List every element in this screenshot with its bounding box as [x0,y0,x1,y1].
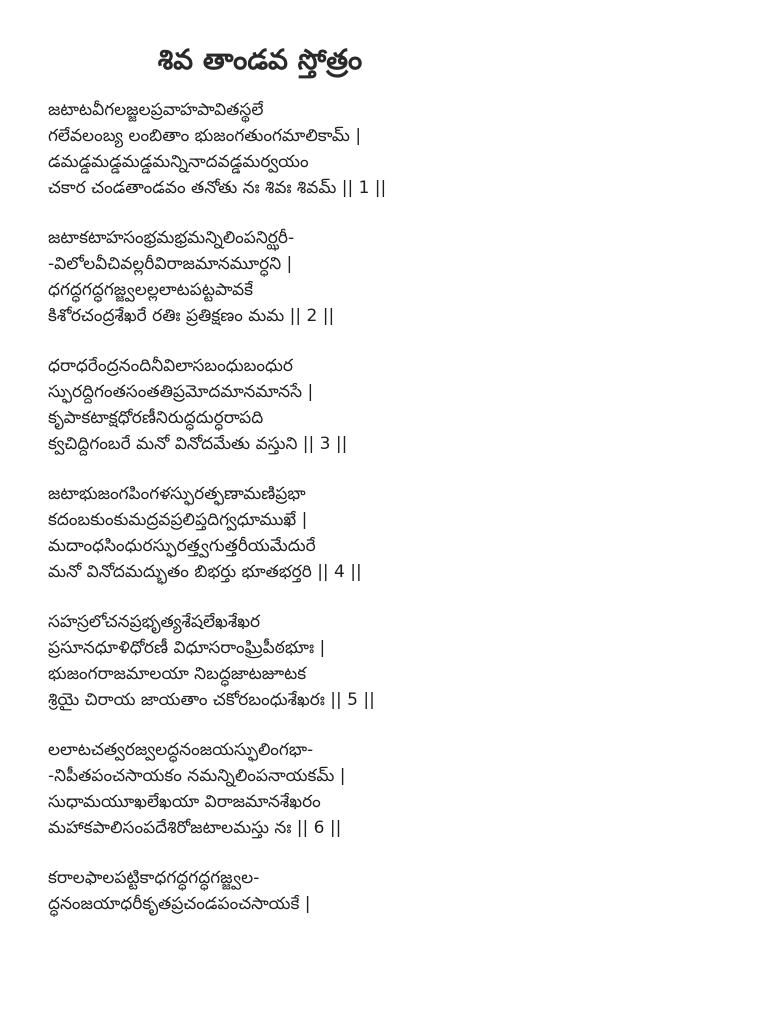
verse-line: స్ఫురద్దిగంతసంతతిప్రమోదమానమానసే | [48,382,314,402]
verse-line: మహాకపాలిసంపదేశిరోజటాలమస్తు నః || 6 || [48,818,342,838]
verse-line: లలాటచత్వరజ్వలద్ధనంజయస్ఫులింగభా- [48,740,314,760]
verse-line: శ్రియై చిరాయ జాయతాం చకోరబంధుశేఖరః || 5 || [48,690,375,710]
verse-line: ద్ధనంజయాధరీకృతప్రచండపంచసాయకే | [48,894,311,914]
verse-line: సుధామయూఖలేఖయా విరాజమానశేఖరం [48,792,321,812]
verse-line: డమడ్డమడ్డమడ్డమన్నినాదవడ్డమర్వయం [48,152,309,172]
verse-line: సహస్రలోచనప్రభృత్యశేషలేఖశేఖర [48,612,261,632]
verse-line: జటాటవీగలజ్జలప్రవాహపావితస్థలే [48,100,264,120]
verse-block [48,97,738,201]
verse-block [48,737,738,841]
page-title: శివ తాండవ స్తోత్రం [157,43,363,76]
verse-block [48,225,738,329]
verse-line: కిశోరచంద్రశేఖరే రతిః ప్రతిక్షణం మమ || 2 || [48,306,335,326]
verse-line: కృపాకటాక్షధోరణీనిరుద్ధదుర్ధరాపది [48,408,264,428]
verse-line: గలేవలంబ్య లంబితాం భుజంగతుంగమాలికామ్ | [48,126,362,146]
verse-line: భుజంగరాజమాలయా నిబద్ధజాటజూటక [48,664,307,684]
verse-line: మనో వినోదమద్భుతం బిభర్తు భూతభర్తరి || 4 || [48,562,362,582]
verse-line: ధగద్ధగద్ధగజ్జ్వలల్లలాటపట్టపావకే [48,280,253,300]
verse-line: ప్రసూనధూళిధోరణీ విధూసరాంఘ్రిపీఠభూః | [48,638,326,658]
verse-line: క్వచిద్దిగంబరే మనో వినోదమేతు వస్తుని || 3 || [48,434,348,454]
verse-line: చకార చండతాండవం తనోతు నః శివః శివమ్ || 1 || [48,178,387,198]
verse-line: -విలోలవీచివల్లరీవిరాజమానమూర్ధని | [48,254,293,274]
verse-block [48,865,738,917]
verse-line: మదాంధసింధురస్ఫురత్త్వగుత్తరీయమేదురే [48,536,316,556]
verse-line: జటాభుజంగపింగళస్ఫురత్ఫణామణిప్రభా [48,484,306,504]
verses-container [48,97,738,941]
verse-line: కదంబకుంకుమద్రవప్రలిప్తదిగ్వధూముఖే | [48,510,308,530]
verse-line: ధరాధరేంద్రనందినీవిలాసబంధుబంధుర [48,356,294,376]
verse-block [48,481,738,585]
verse-line: జటాకటాహసంభ్రమభ్రమన్నిలింపనిర్ఝరీ- [48,228,295,248]
verse-line: -నిపీతపంచసాయకం నమన్నిలింపనాయకమ్ | [48,766,346,786]
verse-line: కరాలఫాలపట్టికాధగద్ధగద్ధగజ్జ్వల- [48,868,260,888]
verse-block [48,353,738,457]
verse-block [48,609,738,713]
